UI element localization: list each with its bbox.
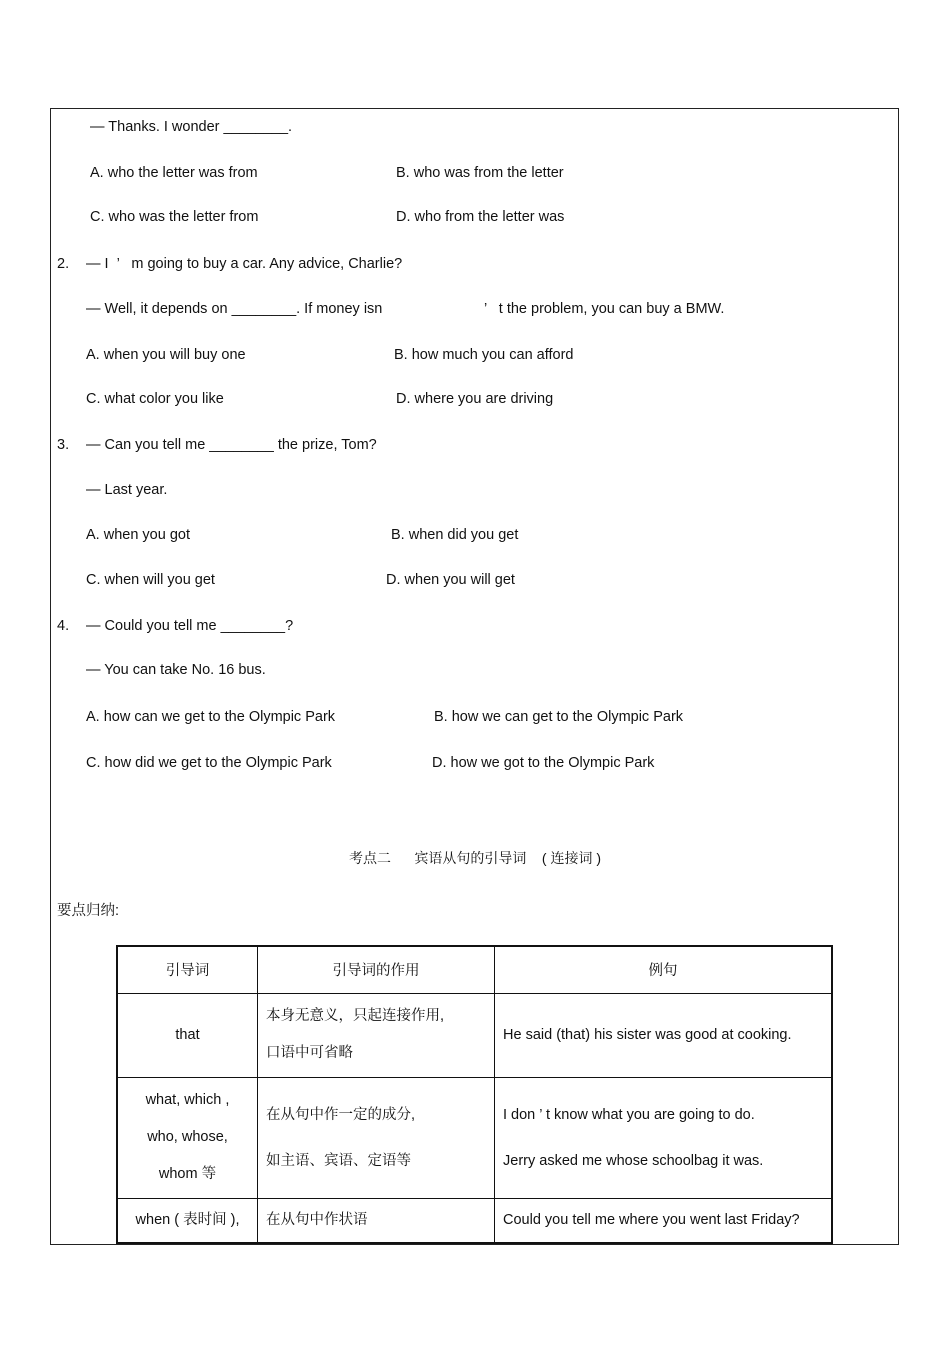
text-line-q4-a: A. how can we get to the Olympic Park: [86, 709, 336, 725]
cell-text: 本身无意义，只起连接作用,: [266, 1008, 445, 1024]
text-line-q2-c: C. what color you like: [86, 391, 224, 407]
header-example: 例句: [495, 946, 833, 993]
text-line-q4-d: D. how we got to the Olympic Park: [432, 755, 655, 771]
text-line-q2-d: D. where you are driving: [396, 391, 554, 407]
text-line-q1-reply: — Thanks. I wonder ________.: [90, 119, 293, 135]
text-line-q2-line2b: ’ t the problem, you can buy a BMW.: [484, 301, 725, 317]
header-introducer: 引导词: [117, 946, 258, 993]
text-line-q4-c: C. how did we get to the Olympic Park: [86, 755, 332, 771]
text-line-q4-line1: — Could you tell me ________?: [86, 618, 294, 634]
cell-introducer: [117, 1077, 258, 1198]
cell-text: who, whose,: [147, 1129, 228, 1145]
text-line-q2-b: B. how much you can afford: [394, 347, 574, 363]
text-line-q2-a: A. when you will buy one: [86, 347, 246, 363]
text-line-q1-c: C. who was the letter from: [90, 209, 259, 225]
text-line-summary-label: 要点归纳:: [57, 903, 120, 919]
cell-function: [258, 1198, 495, 1243]
cell-text: when ( 表时间 ),: [135, 1211, 240, 1228]
text-line-q1-d: D. who from the letter was: [396, 209, 565, 225]
cell-function: [258, 1077, 495, 1198]
text-line-q1-a: A. who the letter was from: [90, 165, 258, 181]
cell-text: whom 等: [158, 1166, 217, 1182]
text-line-q2-line2a: — Well, it depends on ________. If money isn: [86, 301, 383, 317]
cell-introducer: [117, 1198, 258, 1243]
cell-text: what, which ,: [145, 1092, 230, 1108]
text-line-q4-b: B. how we can get to the Olympic Park: [434, 709, 684, 725]
summary-table: [116, 945, 833, 1244]
cell-text: Jerry asked me whose schoolbag it was.: [503, 1152, 764, 1169]
text-line-q3-a: A. when you got: [86, 527, 190, 543]
table-header-row: [117, 946, 832, 993]
text-line-q3-line1: — Can you tell me ________ the prize, Tom?: [86, 437, 377, 453]
text-line-q3-num: 3.: [57, 437, 70, 453]
table-row: [117, 1198, 832, 1243]
text-line-q3-d: D. when you will get: [386, 572, 515, 588]
cell-text: I don ’ t know what you are going to do.: [503, 1106, 755, 1123]
cell-example: [495, 993, 833, 1077]
cell-text: Could you tell me where you went last Friday?: [503, 1211, 800, 1228]
table-row: [117, 993, 832, 1077]
cell-introducer: [117, 993, 258, 1077]
text-line-q3-b: B. when did you get: [391, 527, 519, 543]
text-line-q4-num: 4.: [57, 618, 70, 634]
cell-text: He said (that) his sister was good at cooking.: [503, 1026, 792, 1043]
cell-text: 在从句中作状语: [266, 1211, 368, 1228]
text-line-q2-num: 2.: [57, 256, 70, 272]
text-line-q1-b: B. who was from the letter: [396, 165, 564, 181]
text-line-q3-line2: — Last year.: [86, 482, 168, 498]
cell-function: [258, 993, 495, 1077]
cell-text: 口语中可省略: [266, 1045, 353, 1061]
text-line-q2-line1: — I ’ m going to buy a car. Any advice, Charlie?: [86, 256, 403, 272]
cell-text: 在从句中作一定的成分,: [266, 1106, 416, 1123]
text-line-q3-c: C. when will you get: [86, 572, 215, 588]
table-row: [117, 1077, 832, 1198]
text-line-q4-line2: — You can take No. 16 bus.: [86, 662, 266, 678]
cell-example: [495, 1077, 833, 1198]
cell-example: [495, 1198, 833, 1243]
header-function: 引导词的作用: [258, 946, 495, 993]
section-heading: 考点二 宾语从句的引导词 ( 连接词 ): [349, 850, 601, 866]
cell-text: 如主语、宾语、定语等: [266, 1152, 411, 1169]
cell-text: that: [175, 1026, 200, 1043]
